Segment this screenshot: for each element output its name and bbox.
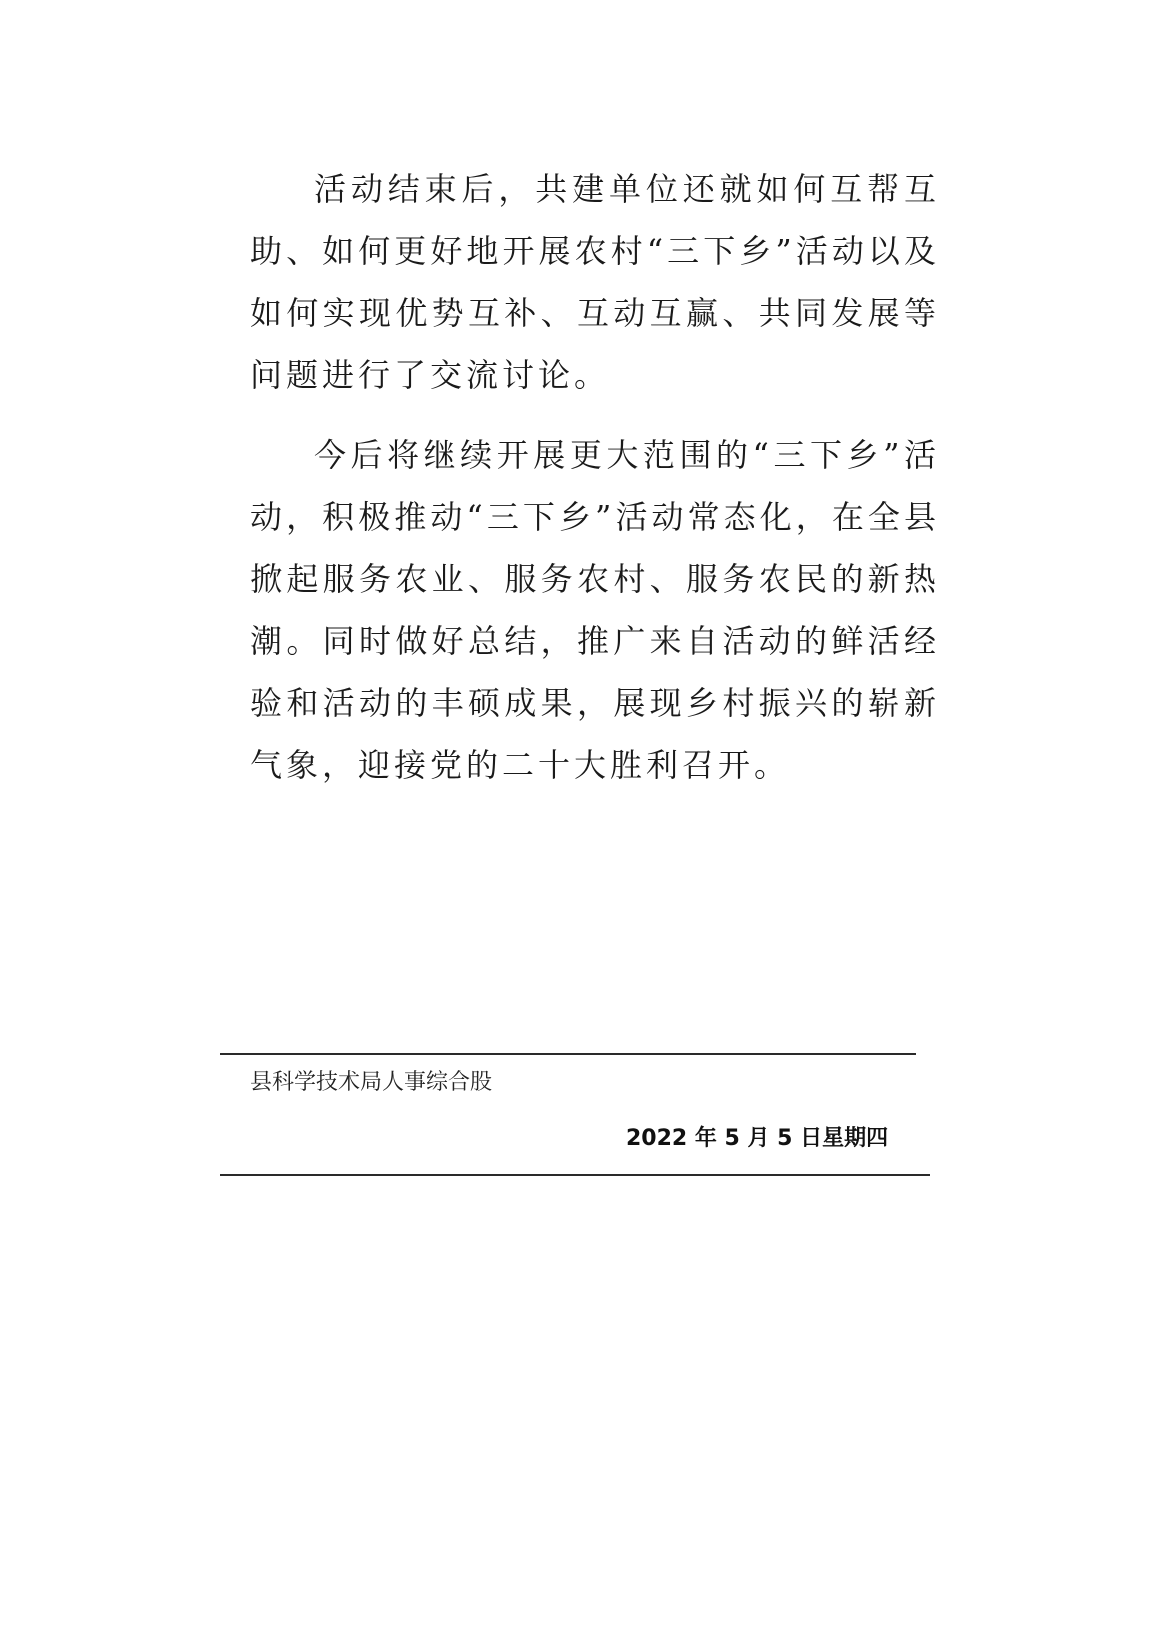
paragraph-2: 今后将继续开展更大范围的“三下乡”活动，积极推动“三下乡”活动常态化，在全县掀起服务农业、服务农村、服务农民的新热潮。同时做好总结，推广来自活动的鲜活经验和活动的丰硕成果，展现乡村振兴的崭新气象，迎接党的二十大胜利召开。 [250, 436, 940, 784]
footer-top-rule [220, 1053, 916, 1055]
paragraph-1: 活动结束后，共建单位还就如何互帮互助、如何更好地开展农村“三下乡”活动以及如何实现优势互补、互动互赢、共同发展等问题进行了交流讨论。 [250, 170, 940, 394]
footer-bottom-rule [220, 1174, 930, 1176]
issuer-name: 县科学技术局人事综合股 [250, 1070, 493, 1095]
document-body [250, 158, 940, 814]
issue-date: 2022 年 5 月 5 日星期四 [626, 1126, 889, 1151]
